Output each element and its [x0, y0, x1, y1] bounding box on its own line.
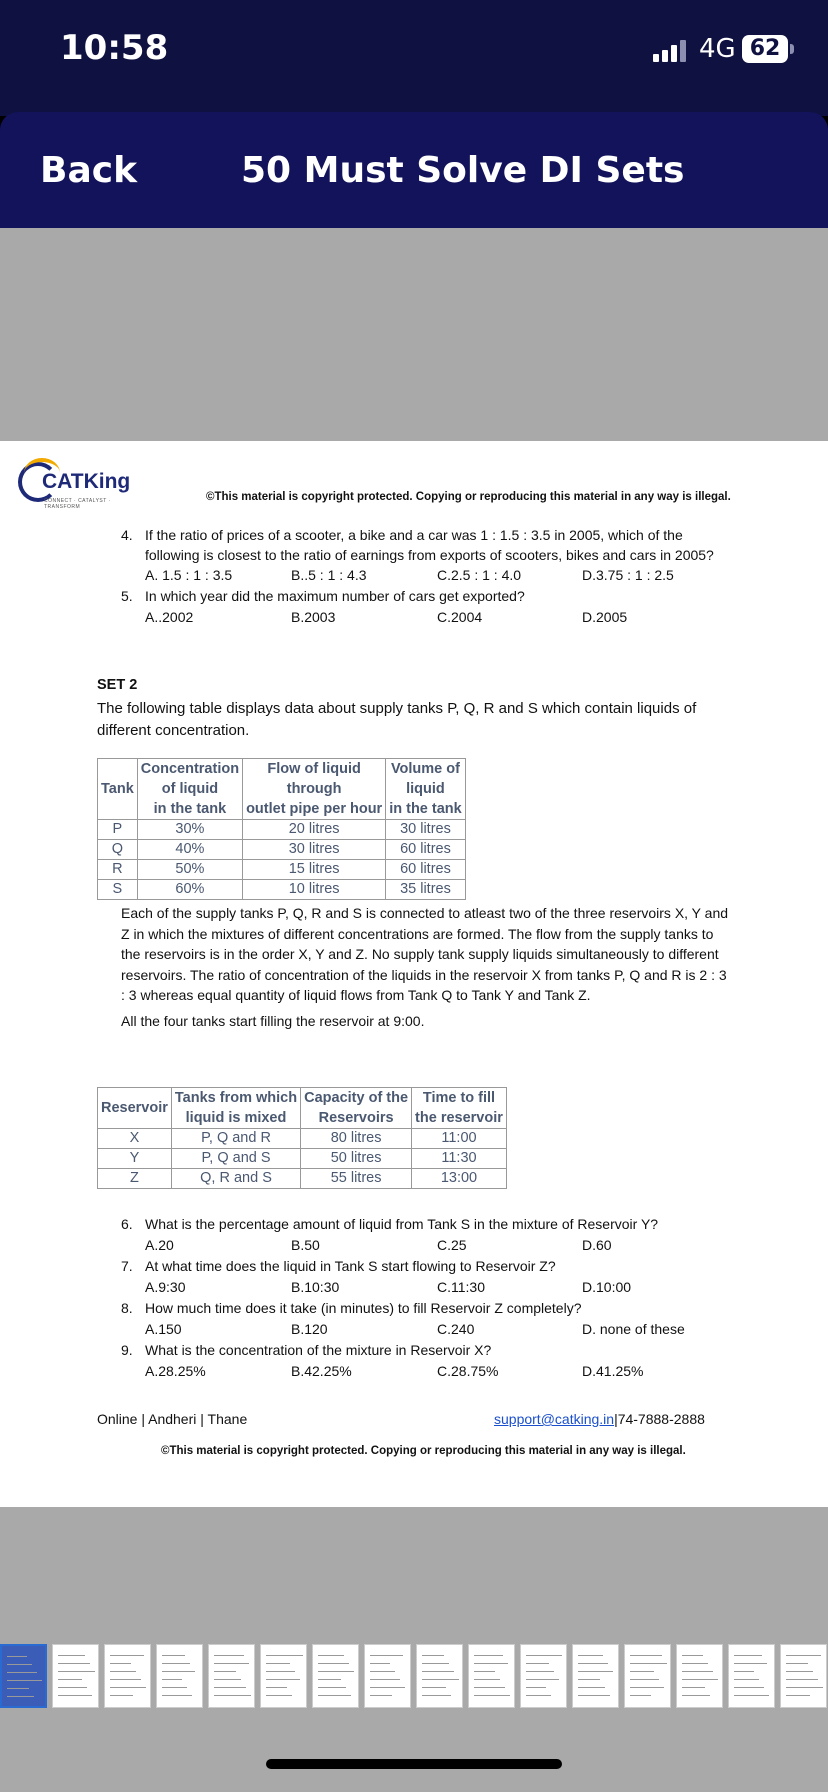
- option: C.25: [437, 1237, 467, 1253]
- option: B.120: [291, 1321, 328, 1337]
- option: C.240: [437, 1321, 475, 1337]
- option: A..2002: [145, 609, 194, 625]
- table-row: P 30% 20 litres 30 litres: [98, 820, 466, 840]
- table-header-row: liquid is mixed Reservoirs the reservoir: [98, 1108, 507, 1129]
- copyright-footer: ©This material is copyright protected. Copying or reproducing this material in any way is illegal.: [161, 1445, 686, 1457]
- page-thumbnail[interactable]: [728, 1644, 775, 1708]
- cellular-signal-icon: [653, 38, 687, 62]
- status-bar: [0, 0, 828, 116]
- table-row: Y P, Q and S 50 litres 11:30: [98, 1149, 507, 1169]
- question-number: 4.: [121, 527, 133, 543]
- home-indicator: [266, 1759, 562, 1769]
- question-number: 7.: [121, 1258, 133, 1274]
- page-thumbnail[interactable]: [208, 1644, 255, 1708]
- option: D.60: [582, 1237, 612, 1253]
- page-thumbnail[interactable]: [0, 1644, 47, 1708]
- question-text: How much time does it take (in minutes) to fill Reservoir Z completely?: [145, 1300, 582, 1316]
- pdf-page: [0, 441, 828, 1507]
- supply-tanks-table: [97, 758, 466, 900]
- support-email-link[interactable]: support@catking.in: [494, 1411, 615, 1427]
- logo-tagline: CONNECT · CATALYST · TRANSFORM: [44, 498, 111, 510]
- option: D.3.75 : 1 : 2.5: [582, 567, 674, 583]
- status-time: 10:58: [60, 28, 169, 68]
- logo-text: CATKing: [42, 470, 131, 493]
- option: D. none of these: [582, 1321, 685, 1337]
- footer-contact: [494, 1411, 705, 1427]
- option: C.28.75%: [437, 1363, 499, 1379]
- option: B.10:30: [291, 1279, 340, 1295]
- option: D.2005: [582, 609, 628, 625]
- table-header-row: in the tank outlet pipe per hour in the tank: [98, 799, 466, 820]
- table-row: R 50% 15 litres 60 litres: [98, 860, 466, 880]
- option: A.150: [145, 1321, 182, 1337]
- question-text: If the ratio of prices of a scooter, a bike and a car was 1 : 1.5 : 3.5 in 2005, which of the following is closest to the ratio of earnings from exports of scooters, bikes and cars in 2005?: [145, 527, 714, 563]
- question-number: 9.: [121, 1342, 133, 1358]
- table-row: Q 40% 30 litres 60 litres: [98, 840, 466, 860]
- option: B.42.25%: [291, 1363, 352, 1379]
- option: B.2003: [291, 609, 336, 625]
- option: D.10:00: [582, 1279, 632, 1295]
- option: C.2004: [437, 609, 483, 625]
- network-type: 4G: [699, 34, 736, 64]
- set-title: SET 2: [97, 677, 138, 693]
- page-thumbnail[interactable]: [468, 1644, 515, 1708]
- question-text: At what time does the liquid in Tank S start flowing to Reservoir Z?: [145, 1258, 556, 1274]
- option: B..5 : 1 : 4.3: [291, 567, 367, 583]
- table-row: Z Q, R and S 55 litres 13:00: [98, 1169, 507, 1189]
- table-row: X P, Q and R 80 litres 11:00: [98, 1129, 507, 1149]
- table-header-row: Reservoir Tanks from which Capacity of the Time to fill: [98, 1088, 507, 1109]
- footer-phone: |74-7888-2888: [614, 1411, 705, 1427]
- page-thumbnail[interactable]: [312, 1644, 359, 1708]
- battery-tip: [790, 44, 794, 54]
- table-header-row: Tank of liquid through liquid: [98, 779, 466, 799]
- page-thumbnail[interactable]: [260, 1644, 307, 1708]
- document-title: 50 Must Solve DI Sets: [241, 150, 685, 191]
- page-thumbnail-strip[interactable]: [0, 1644, 828, 1712]
- table-header-row: Concentration Flow of liquid Volume of: [98, 759, 466, 780]
- question-text: In which year did the maximum number of cars get exported?: [145, 588, 525, 604]
- page-thumbnail[interactable]: [520, 1644, 567, 1708]
- page-thumbnail[interactable]: [364, 1644, 411, 1708]
- question-text: What is the concentration of the mixture in Reservoir X?: [145, 1342, 492, 1358]
- catking-logo: [18, 458, 138, 512]
- page-thumbnail[interactable]: [52, 1644, 99, 1708]
- page-thumbnail[interactable]: [780, 1644, 827, 1708]
- option: A.9:30: [145, 1279, 186, 1295]
- page-thumbnail[interactable]: [104, 1644, 151, 1708]
- question-text: What is the percentage amount of liquid from Tank S in the mixture of Reservoir Y?: [145, 1216, 659, 1232]
- page-thumbnail[interactable]: [624, 1644, 671, 1708]
- set-paragraph: Each of the supply tanks P, Q, R and S is connected to atleast two of the three reservoirs X, Y and Z in which the mixtures of different concentrations are formed. The flow from the supply tanks to the reservoirs is in the order X, Y and Z. No supply tank supply liquids simultaneously to different reservoirs. The ratio of concentration of the liquids in the reservoir X from tanks P, Q and R is 2 : 3 : 3 whereas equal quantity of liquid flows from Tank Q to Tank Y and Tank Z.: [121, 905, 729, 1004]
- copyright-header: ©This material is copyright protected. Copying or reproducing this material in any way is illegal.: [206, 491, 731, 503]
- back-button[interactable]: Back: [40, 150, 138, 191]
- navigation-bar: [0, 112, 828, 228]
- table-row: S 60% 10 litres 35 litres: [98, 880, 466, 900]
- option: C.11:30: [437, 1279, 485, 1295]
- reservoirs-table: [97, 1087, 507, 1189]
- page-thumbnail[interactable]: [676, 1644, 723, 1708]
- set-description: The following table displays data about supply tanks P, Q, R and S which contain liquids of different concentration.: [97, 700, 697, 739]
- question-number: 6.: [121, 1216, 133, 1232]
- option: A.28.25%: [145, 1363, 206, 1379]
- page-thumbnail[interactable]: [156, 1644, 203, 1708]
- option: A. 1.5 : 1 : 3.5: [145, 567, 233, 583]
- page-thumbnail[interactable]: [416, 1644, 463, 1708]
- question-number: 5.: [121, 588, 133, 604]
- option: A.20: [145, 1237, 174, 1253]
- pdf-viewer[interactable]: [0, 228, 828, 1792]
- option: C.2.5 : 1 : 4.0: [437, 567, 522, 583]
- set-paragraph-2: All the four tanks start filling the reservoir at 9:00.: [121, 1013, 425, 1029]
- question-number: 8.: [121, 1300, 133, 1316]
- option: B.50: [291, 1237, 320, 1253]
- page-thumbnail[interactable]: [572, 1644, 619, 1708]
- battery-icon: 62: [742, 35, 788, 63]
- footer-locations: Online | Andheri | Thane: [97, 1411, 248, 1427]
- option: D.41.25%: [582, 1363, 644, 1379]
